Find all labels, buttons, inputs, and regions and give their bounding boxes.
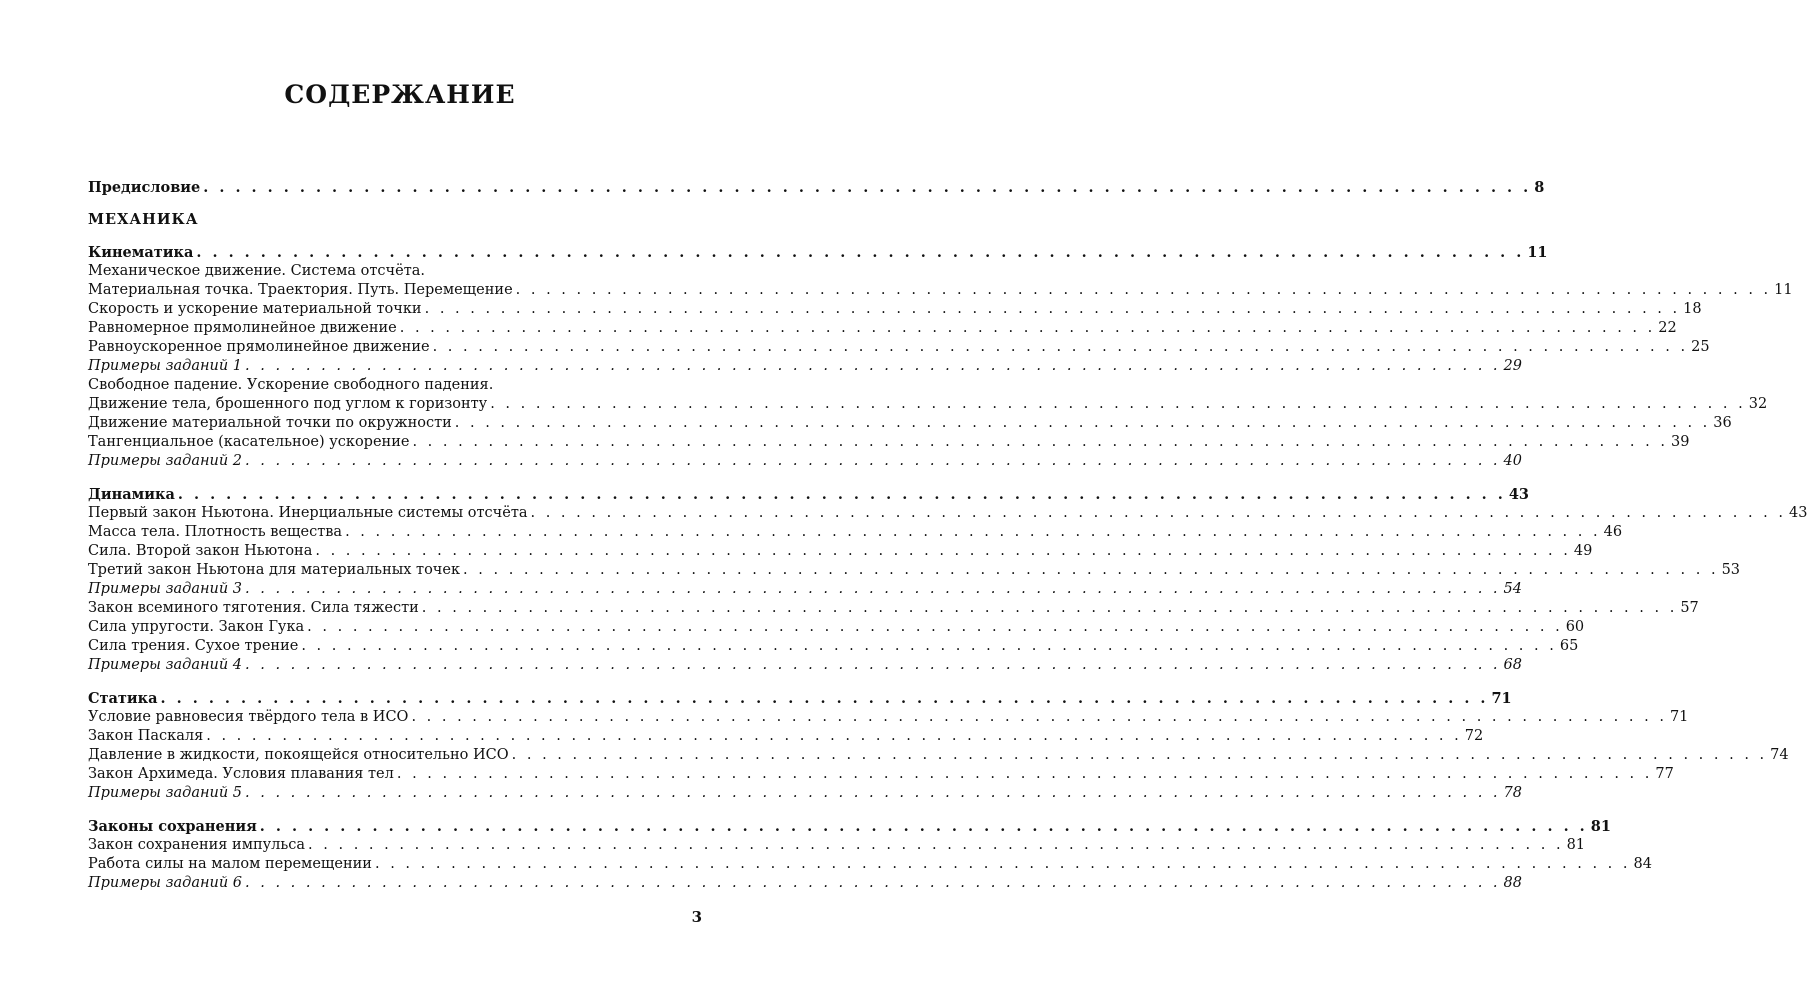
toc-entry-page: 65	[1559, 638, 1579, 654]
toc-entry-page: 88	[1503, 875, 1522, 891]
leader-dots	[245, 357, 1501, 376]
leader-dots	[512, 746, 1768, 765]
toc-entry-title: Свободное падение. Ускорение свободного падения.	[88, 377, 494, 393]
leader-dots	[301, 637, 1557, 656]
toc-entry-page: 74	[1770, 747, 1789, 763]
toc-entry[interactable]	[88, 836, 1586, 855]
toc-entry-examples[interactable]	[88, 357, 1522, 376]
toc-entry[interactable]	[88, 561, 1741, 580]
toc-entry[interactable]	[88, 599, 1699, 618]
toc-entry[interactable]	[88, 281, 1793, 300]
toc-entry[interactable]	[88, 504, 1807, 523]
toc-entry-title: Динамика	[88, 486, 175, 503]
leader-dots	[455, 414, 1711, 433]
toc-entry-page: 22	[1658, 320, 1677, 336]
toc-entry-title: Материальная точка. Траектория. Путь. Перемещение	[88, 282, 513, 298]
toc-entry-page: 81	[1566, 837, 1586, 853]
toc-entry[interactable]	[88, 395, 1768, 414]
toc-entry-examples[interactable]	[88, 580, 1522, 599]
table-of-contents	[88, 178, 1807, 893]
toc-entry-title: Статика	[88, 690, 158, 707]
leader-dots	[245, 580, 1501, 599]
toc-entry-page: 78	[1503, 785, 1522, 801]
toc-entry-preface[interactable]	[88, 178, 1545, 197]
toc-entry[interactable]	[88, 746, 1789, 765]
toc-entry-page: 40	[1503, 453, 1522, 469]
leader-dots	[463, 561, 1719, 580]
leader-dots	[203, 178, 1531, 197]
toc-group-heading-statics[interactable]	[88, 689, 1512, 708]
toc-entry-title: Примеры заданий 5	[88, 785, 243, 801]
toc-entry[interactable]	[88, 433, 1690, 452]
section-heading-mechanics: МЕХАНИКА	[88, 211, 199, 228]
toc-entry-page: 29	[1503, 358, 1522, 374]
toc-entry[interactable]	[88, 855, 1652, 874]
leader-dots	[161, 689, 1489, 708]
leader-dots	[516, 281, 1772, 300]
toc-entry-page: 71	[1669, 709, 1689, 725]
toc-entry-title: Примеры заданий 1	[88, 358, 243, 374]
toc-entry-page: 8	[1534, 179, 1545, 196]
leader-dots	[490, 395, 1746, 414]
toc-entry-page: 72	[1464, 728, 1484, 744]
toc-entry	[88, 376, 702, 395]
leader-dots	[307, 618, 1563, 637]
toc-entry[interactable]	[88, 300, 1702, 319]
toc-entry[interactable]	[88, 523, 1623, 542]
leader-dots	[245, 874, 1501, 893]
toc-entry-title: Кинематика	[88, 244, 194, 261]
toc-entry[interactable]	[88, 618, 1585, 637]
page-number: 3	[691, 908, 702, 926]
toc-entry-page: 71	[1491, 690, 1512, 707]
toc-entry-page: 53	[1721, 562, 1741, 578]
toc-entry-title: Сила. Второй закон Ньютона	[88, 543, 313, 559]
toc-entry[interactable]	[88, 319, 1677, 338]
toc-entry[interactable]	[88, 414, 1732, 433]
toc-entry-page: 18	[1683, 301, 1702, 317]
toc-entry-title: Масса тела. Плотность вещества	[88, 524, 343, 540]
leader-dots	[425, 300, 1681, 319]
toc-entry-title: Закон всеминого тяготения. Сила тяжести	[88, 600, 419, 616]
leader-dots	[178, 485, 1506, 504]
toc-entry	[88, 262, 702, 281]
toc-group-heading-dynamics[interactable]	[88, 485, 1529, 504]
leader-dots	[412, 433, 1668, 452]
toc-entry-page: 81	[1590, 818, 1611, 835]
toc-entry-title: Примеры заданий 3	[88, 581, 243, 597]
toc-entry[interactable]	[88, 708, 1689, 727]
toc-entry-page: 77	[1655, 766, 1674, 782]
leader-dots	[245, 784, 1501, 803]
toc-entry[interactable]	[88, 338, 1710, 357]
toc-entry-title: Примеры заданий 6	[88, 875, 243, 891]
leader-dots	[433, 338, 1689, 357]
toc-entry-title: Тангенциальное (касательное) ускорение	[88, 434, 410, 450]
leader-dots	[260, 817, 1588, 836]
leader-dots	[531, 504, 1787, 523]
toc-entry-title: Равноускоренное прямолинейное движение	[88, 339, 430, 355]
toc-entry-title: Предисловие	[88, 179, 201, 196]
toc-entry-examples[interactable]	[88, 784, 1522, 803]
toc-entry-page: 43	[1508, 486, 1529, 503]
toc-entry-examples[interactable]	[88, 656, 1522, 675]
toc-entry-page: 39	[1670, 434, 1690, 450]
toc-entry-page: 68	[1503, 657, 1522, 673]
leader-dots	[411, 708, 1667, 727]
toc-entry-title: Первый закон Ньютона. Инерциальные системы отсчёта	[88, 505, 528, 521]
toc-group-heading-conservation-laws[interactable]	[88, 817, 1611, 836]
leader-dots	[400, 319, 1656, 338]
toc-entry-title: Закон Архимеда. Условия плавания тел	[88, 766, 394, 782]
toc-entry-title: Скорость и ускорение материальной точки	[88, 301, 422, 317]
toc-entry-title: Сила трения. Сухое трение	[88, 638, 299, 654]
toc-entry-page: 54	[1503, 581, 1522, 597]
leader-dots	[308, 836, 1564, 855]
toc-entry-page: 57	[1680, 600, 1699, 616]
leader-dots	[206, 727, 1462, 746]
toc-entry-title: Условие равновесия твёрдого тела в ИСО	[88, 709, 409, 725]
toc-entry-title: Закон Паскаля	[88, 728, 204, 744]
toc-entry-title: Работа силы на малом перемещении	[88, 856, 372, 872]
toc-entry-page: 46	[1603, 524, 1623, 540]
toc-entry-page: 84	[1633, 856, 1652, 872]
toc-entry-page: 11	[1774, 282, 1793, 298]
leader-dots	[245, 452, 1501, 471]
toc-entry-title: Сила упругости. Закон Гука	[88, 619, 305, 635]
leader-dots	[345, 523, 1601, 542]
toc-entry-title: Движение тела, брошенного под углом к горизонту	[88, 396, 488, 412]
toc-entry-title: Механическое движение. Система отсчёта.	[88, 263, 425, 279]
leader-dots	[422, 599, 1678, 618]
toc-group-heading-kinematics[interactable]	[88, 243, 1548, 262]
toc-entry[interactable]	[88, 542, 1593, 561]
toc-entry-title: Примеры заданий 2	[88, 453, 243, 469]
toc-entry-page: 43	[1789, 505, 1807, 521]
toc-entry-page: 32	[1748, 396, 1768, 412]
toc-entry-page: 25	[1691, 339, 1710, 355]
toc-entry-title: Примеры заданий 4	[88, 657, 243, 673]
toc-entry-page: 36	[1713, 415, 1732, 431]
toc-entry[interactable]	[88, 765, 1674, 784]
toc-entry-title: Третий закон Ньютона для материальных точек	[88, 562, 461, 578]
leader-dots	[315, 542, 1571, 561]
toc-entry-title: Движение материальной точки по окружности	[88, 415, 452, 431]
leader-dots	[397, 765, 1653, 784]
toc-entry-page: 60	[1565, 619, 1585, 635]
toc-entry-examples[interactable]	[88, 452, 1522, 471]
toc-entry[interactable]	[88, 637, 1579, 656]
toc-entry-title: Равномерное прямолинейное движение	[88, 320, 397, 336]
page-title: СОДЕРЖАНИЕ	[284, 80, 516, 109]
leader-dots	[375, 855, 1631, 874]
toc-entry-title: Законы сохранения	[88, 818, 257, 835]
toc-entry-examples[interactable]	[88, 874, 1522, 893]
leader-dots	[245, 656, 1501, 675]
toc-entry[interactable]	[88, 727, 1484, 746]
toc-entry-title: Закон сохранения импульса	[88, 837, 306, 853]
toc-entry-page: 49	[1573, 543, 1593, 559]
toc-entry-page: 11	[1527, 244, 1548, 261]
leader-dots	[196, 243, 1524, 262]
toc-entry-title: Давление в жидкости, покоящейся относительно ИСО	[88, 747, 509, 763]
